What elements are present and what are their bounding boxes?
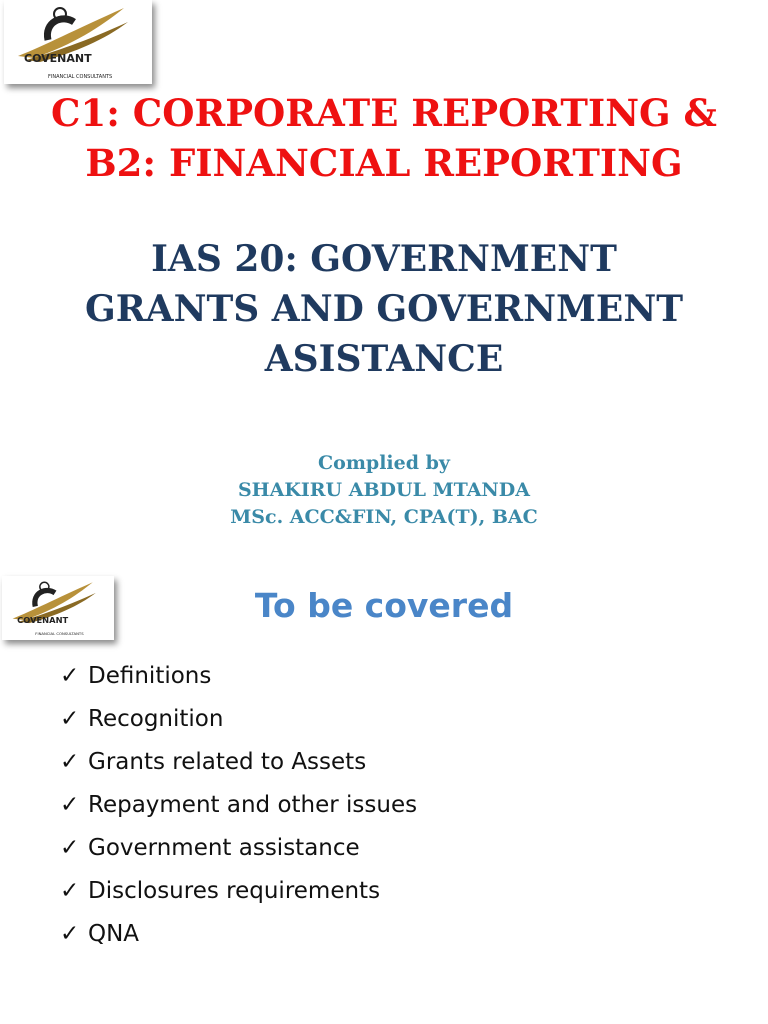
course-title-line-2: B2: FINANCIAL REPORTING <box>85 141 683 185</box>
list-item-label: Disclosures requirements <box>88 878 381 904</box>
author-name: SHAKIRU ABDUL MTANDA <box>237 479 531 501</box>
list-item <box>60 873 417 916</box>
checkmark-icon: ✓ <box>60 749 80 775</box>
checkmark-icon: ✓ <box>60 663 80 689</box>
course-title-line-1: C1: CORPORATE REPORTING & <box>51 91 717 135</box>
compiled-by-label: Complied by <box>318 452 450 474</box>
list-item <box>60 916 417 959</box>
list-item <box>60 701 417 744</box>
checkmark-icon: ✓ <box>60 792 80 818</box>
contents-heading: To be covered <box>254 586 514 625</box>
list-item-label: Government assistance <box>88 835 360 861</box>
list-item <box>60 658 417 701</box>
list-item-label: QNA <box>88 921 140 947</box>
list-item <box>60 830 417 873</box>
covenant-logo <box>4 0 152 84</box>
list-item <box>60 744 417 787</box>
list-item-label: Recognition <box>88 706 224 732</box>
topic-title-line-3: ASISTANCE <box>264 338 504 380</box>
topic-title-line-2: GRANTS AND GOVERNMENT <box>84 288 684 330</box>
topic-title <box>0 234 768 384</box>
topic-title-line-1: IAS 20: GOVERNMENT <box>151 238 617 280</box>
list-item-label: Repayment and other issues <box>88 792 418 818</box>
list-item-label: Grants related to Assets <box>88 749 367 775</box>
checkmark-icon: ✓ <box>60 706 80 732</box>
contents-list <box>60 658 417 959</box>
logo-tagline-text: FINANCIAL CONSULTANTS <box>48 74 113 80</box>
list-item <box>60 787 417 830</box>
contents-slide <box>0 574 768 1024</box>
compiled-by-block <box>0 450 768 531</box>
logo-brand-text: COVENANT <box>24 52 92 65</box>
checkmark-icon: ✓ <box>60 921 80 947</box>
logo-small-brand-text: COVENANT <box>17 615 69 626</box>
logo-small-tagline-text: FINANCIAL CONSULTANTS <box>35 631 84 637</box>
checkmark-icon: ✓ <box>60 878 80 904</box>
author-credentials: MSc. ACC&FIN, CPA(T), BAC <box>230 506 538 528</box>
covenant-logo-graphic <box>4 0 152 84</box>
course-title <box>0 88 768 188</box>
checkmark-icon: ✓ <box>60 835 80 861</box>
list-item-label: Definitions <box>88 663 212 689</box>
